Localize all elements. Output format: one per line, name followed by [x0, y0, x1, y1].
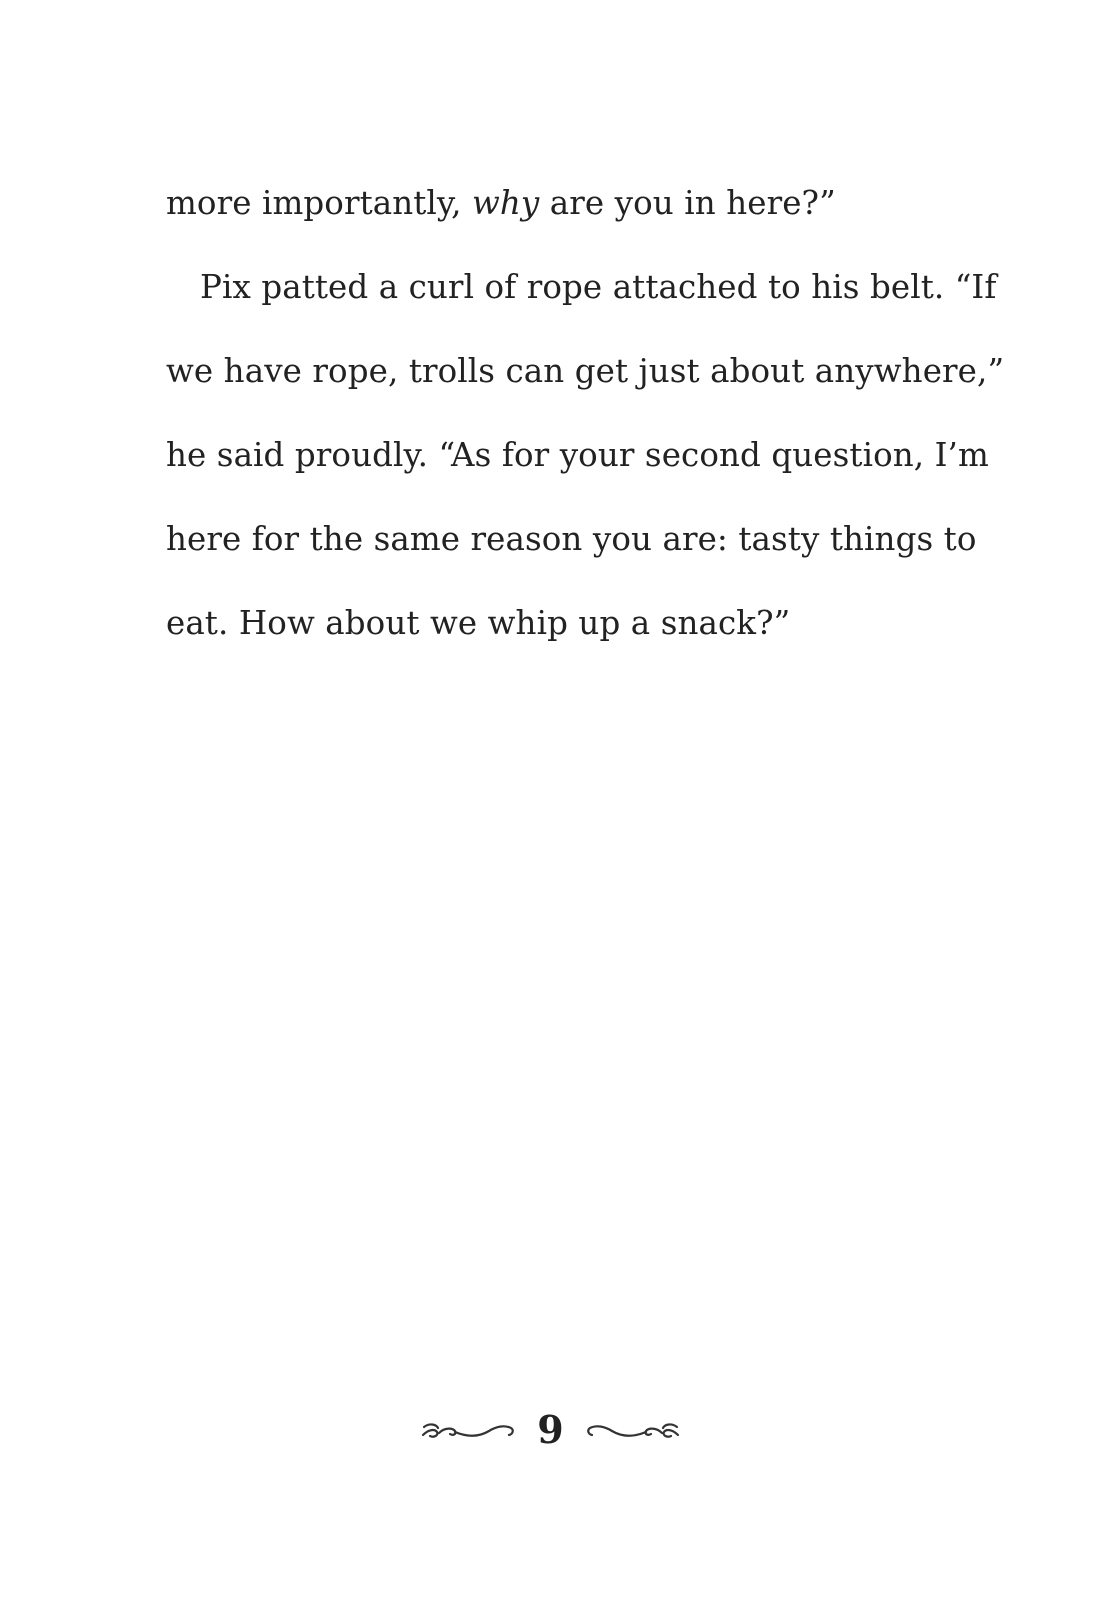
text-line: he said proudly. “As for your second question, I’m: [166, 436, 989, 474]
emphasis-run: why: [471, 184, 540, 222]
text-run: are you in here?”: [539, 184, 836, 222]
text-line: Pix patted a curl of rope attached to his belt. “If: [200, 268, 997, 306]
flourish-left-icon: [419, 1413, 519, 1447]
page-folio: [0, 1400, 1101, 1460]
text-line: we have rope, trolls can get just about anywhere,”: [166, 352, 1005, 390]
body-text: [166, 176, 1005, 680]
flourish-right-icon: [582, 1413, 682, 1447]
text-line: eat. How about we whip up a snack?”: [166, 604, 791, 642]
text-run: more importantly,: [166, 184, 472, 222]
text-line: [166, 176, 946, 260]
page-number: 9: [537, 1407, 564, 1452]
text-line: here for the same reason you are: tasty things to: [166, 520, 977, 558]
